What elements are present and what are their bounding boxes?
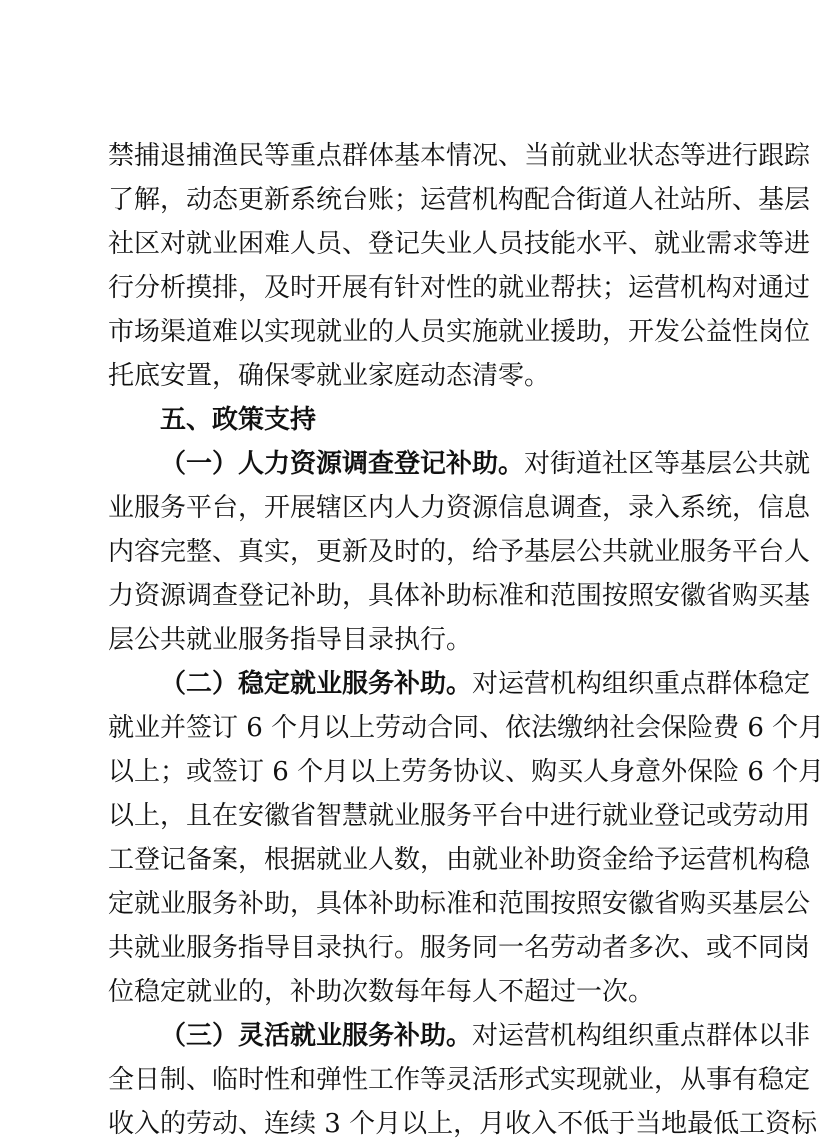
text-line: 市场渠道难以实现就业的人员实施就业援助，开发公益性岗位 xyxy=(108,317,811,347)
section-heading: 五、政策支持 xyxy=(160,405,317,435)
paragraph-3-lead: 对运营机构组织重点群体以非 xyxy=(472,1021,811,1051)
text-line: 力资源调查登记补助，具体补助标准和范围按照安徽省购买基 xyxy=(108,581,811,611)
text-line: 位稳定就业的，补助次数每年每人不超过一次。 xyxy=(108,977,655,1007)
text-line: 工登记备案，根据就业人数，由就业补助资金给予运营机构稳 xyxy=(108,845,811,875)
text-line: 了解，动态更新系统台账；运营机构配合街道人社站所、基层 xyxy=(108,185,811,215)
text-line: 以上，且在安徽省智慧就业服务平台中进行就业登记或劳动用 xyxy=(108,801,811,831)
text-line: 定就业服务补助，具体补助标准和范围按照安徽省购买基层公 xyxy=(108,889,811,919)
paragraph-2-heading: （二）稳定就业服务补助。 xyxy=(160,669,473,699)
paragraph-1-heading: （一）人力资源调查登记补助。 xyxy=(160,449,525,479)
text-line: 收入的劳动、连续 3 个月以上，月收入不低于当地最低工资标 xyxy=(108,1109,818,1139)
paragraph-3-first-line xyxy=(160,1014,811,1058)
text-line: 社区对就业困难人员、登记失业人员技能水平、就业需求等进 xyxy=(108,229,811,259)
paragraph-2-first-line xyxy=(160,662,811,706)
text-line: 全日制、临时性和弹性工作等灵活形式实现就业，从事有稳定 xyxy=(108,1065,811,1095)
text-line: 共就业服务指导目录执行。服务同一名劳动者多次、或不同岗 xyxy=(108,933,811,963)
paragraph-1-first-line xyxy=(160,442,811,486)
text-line: 层公共就业服务指导目录执行。 xyxy=(108,625,473,655)
text-line: 行分析摸排，及时开展有针对性的就业帮扶；运营机构对通过 xyxy=(108,273,811,303)
text-line: 业服务平台，开展辖区内人力资源信息调查，录入系统，信息 xyxy=(108,493,811,523)
paragraph-3-heading: （三）灵活就业服务补助。 xyxy=(160,1021,473,1051)
paragraph-1-lead: 对街道社区等基层公共就 xyxy=(524,449,811,479)
text-line: 就业并签订 6 个月以上劳动合同、依法缴纳社会保险费 6 个月 xyxy=(108,713,824,743)
text-line: 内容完整、真实，更新及时的，给予基层公共就业服务平台人 xyxy=(108,537,811,567)
text-line: 托底安置，确保零就业家庭动态清零。 xyxy=(108,361,551,391)
text-line: 禁捕退捕渔民等重点群体基本情况、当前就业状态等进行跟踪 xyxy=(108,141,811,171)
text-line: 以上；或签订 6 个月以上劳务协议、购买人身意外保险 6 个月 xyxy=(108,757,824,787)
paragraph-2-lead: 对运营机构组织重点群体稳定 xyxy=(472,669,811,699)
